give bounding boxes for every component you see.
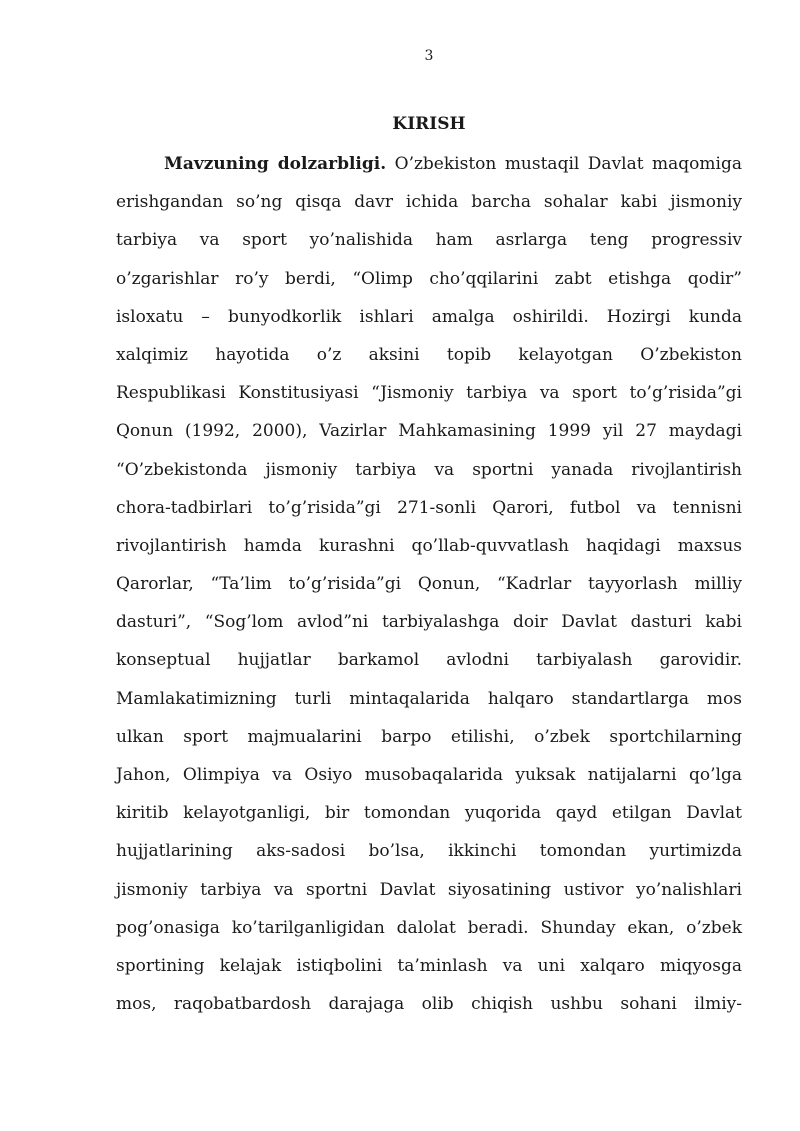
text-line: erishgandan so’ng qisqa davr ichida barcha sohalar kabi jismoniy (116, 192, 742, 213)
text-line: konseptual hujjatlar barkamol avlodni tarbiyalash garovidir. (116, 650, 742, 671)
text-line: o’zgarishlar ro’y berdi, “Olimp cho’qqilarini zabt etishga qodir” (116, 268, 742, 289)
page-number: 3 (424, 48, 434, 64)
section-heading: KIRISH (392, 114, 466, 134)
text-line: isloxatu – bunyodkorlik ishlari amalga oshirildi. Hozirgi kunda (116, 306, 742, 327)
text-line: Respublikasi Konstitusiyasi “Jismoniy tarbiya va sport to’g’risida”gi (116, 383, 742, 404)
text-line: sportining kelajak istiqbolini ta’minlash va uni xalqaro miqyosga (116, 955, 742, 976)
text-line: pog’onasiga ko’tarilganligidan dalolat beradi. Shunday ekan, o’zbek (116, 917, 742, 938)
text-line: Jahon, Olimpiya va Osiyo musobaqalarida yuksak natijalarni qo’lga (116, 765, 742, 785)
body-paragraph (116, 145, 742, 1023)
text-line: Qonun (1992, 2000), Vazirlar Mahkamasining 1999 yil 27 maydagi (116, 421, 742, 442)
text-line: ulkan sport majmualarini barpo etilishi, o’zbek sportchilarning (116, 726, 742, 747)
lead-phrase: Mavzuning dolzarbligi. (164, 154, 387, 174)
text-line: Qarorlar, “Ta’lim to’g’risida”gi Qonun, “Kadrlar tayyorlash milliy (116, 574, 742, 595)
text-line: mos, raqobatbardosh darajaga olib chiqish ushbu sohani ilmiy- (116, 994, 742, 1015)
text-line: hujjatlarining aks-sadosi bo’lsa, ikkinchi tomondan yurtimizda (116, 841, 742, 862)
text-line: chora-tadbirlari to’g’risida”gi 271-sonli Qarori, futbol va tennisni (116, 497, 742, 518)
text-line: dasturi”, “Sog’lom avlod”ni tarbiyalashga doir Davlat dasturi kabi (116, 612, 742, 633)
text-line: rivojlantirish hamda kurashni qo’llab-quvvatlash haqidagi maxsus (116, 535, 742, 556)
text-line: tarbiya va sport yo’nalishida ham asrlarga teng progressiv (116, 230, 742, 251)
text-line: “O’zbekistonda jismoniy tarbiya va sportni yanada rivojlantirish (116, 459, 742, 480)
text-line: xalqimiz hayotida o’z aksini topib kelayotgan O’zbekiston (116, 344, 742, 365)
text-line: jismoniy tarbiya va sportni Davlat siyosatining ustivor yo’nalishlari (116, 879, 742, 900)
text-line-content: O’zbekiston mustaqil Davlat maqomiga (386, 154, 742, 174)
text-line: kiritib kelayotganligi, bir tomondan yuqorida qayd etilgan Davlat (116, 803, 742, 824)
text-line (116, 145, 742, 183)
text-line: Mamlakatimizning turli mintaqalarida halqaro standartlarga mos (116, 688, 742, 709)
